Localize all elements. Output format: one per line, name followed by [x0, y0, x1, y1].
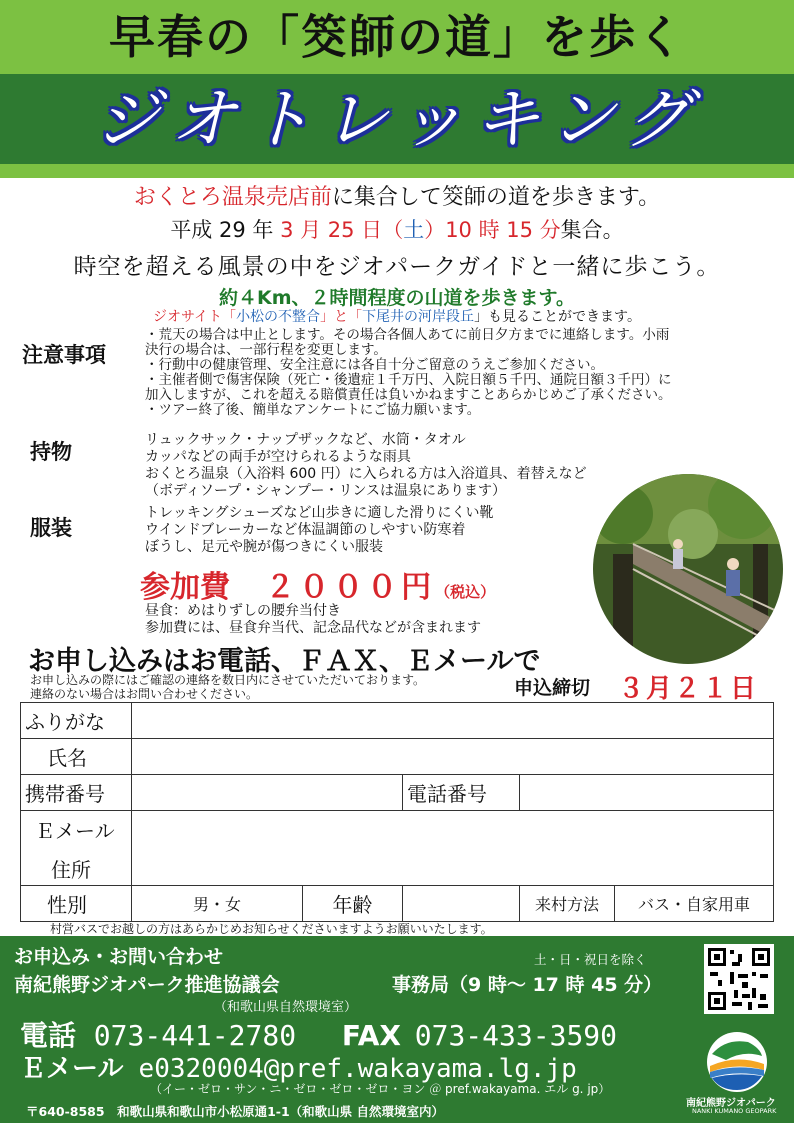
mobile-field[interactable] [132, 775, 403, 811]
date-time: 10 時 15 分 [445, 218, 561, 242]
address-label: 住所 [51, 858, 91, 882]
fax-label: FAX [341, 1019, 401, 1052]
email-address-label [21, 811, 132, 886]
geosite-2: 下尾井の河岸段丘 [362, 309, 475, 325]
title-line1: 早春の「筊師の道」を歩く [109, 10, 685, 64]
site-suffix: 」も見ることができます。 [474, 309, 641, 325]
belongings-title: 持物 [30, 440, 72, 464]
phone-field[interactable] [520, 775, 774, 811]
office-hours: 事務局（9 時～ 17 時 45 分） [392, 974, 663, 996]
fee-details [145, 603, 481, 637]
distance-line: 約４Km、２時間程度の山道を歩きます。 [218, 287, 575, 309]
email-reading: （イー・ゼロ・サン・ニ・ゼロ・ゼロ・ゼロ・ヨン ＠ pref.wakayama. エル g. jp） [150, 1082, 611, 1096]
bus-note: 村営バスでお越しの方はあらかじめお知らせくださいますようお願いいたします。 [50, 922, 493, 936]
belongings-line: カッパなどの両手が空けられるような雨具 [145, 449, 411, 465]
fee-label: 参加費 [140, 570, 230, 605]
name-field[interactable] [132, 739, 774, 775]
notes-list [145, 328, 785, 418]
notes-line: ・ツアー終了後、簡単なアンケートにご協力願います。 [145, 402, 481, 418]
notes-line: ・荒天の場合は中止とします。その場合各個人あてに前日夕方までに連絡します。小雨 [145, 327, 670, 343]
transport-label: 来村方法 [520, 886, 615, 922]
phone-label: 電話番号 [403, 775, 520, 811]
age-label: 年齢 [302, 886, 402, 922]
notes-line: 決行の場合は、一部行程を変更します。 [145, 342, 387, 358]
geosite-1: 小松の不整合 [236, 309, 321, 325]
belongings-line: （ボディソープ・シャンプー・リンスは温泉にあります） [145, 483, 507, 499]
tagline: 時空を超える風景の中をジオパークガイドと一緒に歩こう。 [73, 254, 721, 280]
meeting-line [0, 180, 794, 211]
geosite-line [0, 306, 794, 326]
paren-close: ） [424, 218, 446, 242]
org-sub: （和歌山県自然環境室） [214, 1000, 358, 1015]
date-day: 3 月 25 日 [280, 218, 383, 242]
qr-code-icon [704, 944, 774, 1014]
application-form [20, 702, 774, 922]
contact-heading: お申込み・お問い合わせ [14, 946, 224, 968]
logo-sub: NANKI KUMANO GEOPARK [692, 1107, 777, 1115]
transport-field[interactable]: バス・自家用車 [615, 886, 774, 922]
tel-number[interactable]: 073-441-2780 [93, 1019, 297, 1052]
meet-rest: に集合して筊師の道を歩きます。 [331, 185, 661, 210]
clothing-title: 服装 [30, 516, 72, 540]
belongings-line: リュックサック・ナップザックなど、水筒・タオル [145, 432, 466, 448]
fee-detail-line: 参加費には、昼食弁当代、記念品代などが含まれます [145, 620, 481, 636]
org-name: 南紀熊野ジオパーク推進協議会 [14, 974, 280, 996]
age-field[interactable] [403, 886, 520, 922]
date-suffix: 集合。 [560, 218, 624, 242]
apply-heading: お申し込みはお電話、ＦＡＸ、Ｅメールで [28, 646, 541, 677]
date-line [0, 214, 794, 244]
title-line2: ジオトレッキング [94, 82, 700, 156]
clothing-line: トレッキングシューズなど山歩きに適した滑りにくい靴 [145, 505, 494, 521]
mobile-label: 携帯番号 [21, 775, 132, 811]
deadline-label: 申込締切 [514, 677, 591, 699]
apply-note: 連絡のない場合はお問い合わせください。 [30, 687, 259, 701]
clothing-list [145, 505, 493, 556]
clothing-line: ウインドブレーカーなど体温調節のしやすい防寒着 [145, 522, 466, 538]
date-weekday: 土 [403, 218, 425, 242]
gender-field[interactable]: 男・女 [132, 886, 303, 922]
contact-footer [0, 936, 794, 1123]
email-label: Ｅメール [35, 819, 115, 843]
site-mid: 」と「 [320, 309, 363, 325]
email-address[interactable]: e0320004@pref.wakayama.lg.jp [138, 1054, 577, 1084]
date-prefix: 平成 29 年 [170, 218, 274, 242]
email-label-footer: Ｅメール [20, 1054, 124, 1084]
belongings-list [145, 432, 587, 500]
furigana-field[interactable] [132, 703, 774, 739]
fee-amount: ２０００円 [265, 570, 436, 605]
tel-label: 電話 [20, 1019, 77, 1052]
apply-note: お申し込みの際にはご確認の連絡を数日内にさせていただいております。 [30, 673, 426, 687]
notes-line: 加入しますが、これを超える賠償責任は負いかねますことあらかじめご了承ください。 [145, 387, 672, 403]
email-address-field[interactable] [132, 811, 774, 886]
title-banner [0, 0, 794, 74]
fee-tax: （税込） [435, 583, 496, 601]
belongings-line: おくとろ温泉（入浴料 600 円）に入られる方は入浴道具、着替えなど [145, 466, 587, 482]
fax-number[interactable]: 073-433-3590 [414, 1019, 618, 1052]
paren-open: （ [382, 218, 404, 242]
notes-line: ・行動中の健康管理、安全注意には各自十分ご留意のうえご参加ください。 [145, 357, 604, 373]
logo-text: 南紀熊野ジオパーク [686, 1098, 776, 1109]
name-label: 氏名 [21, 739, 132, 775]
furigana-label: ふりがな [21, 703, 132, 739]
deadline-date: ３月２１日 [618, 674, 759, 704]
suspension-bridge-photo [593, 474, 783, 664]
postal-address: 〒640-8585 和歌山県和歌山市小松原通1-1（和歌山県 自然環境室内） [26, 1104, 445, 1119]
hours-note: 土・日・祝日を除く [534, 952, 647, 967]
subtitle-banner [0, 74, 794, 164]
fee-detail-line: 昼食：めはりずしの腰弁当付き [145, 603, 341, 619]
apply-notes [30, 673, 425, 701]
site-prefix: ジオサイト「 [153, 309, 237, 325]
notes-title: 注意事項 [22, 343, 106, 367]
header-stripe [0, 164, 794, 178]
geopark-logo [696, 1032, 778, 1096]
fee-line [140, 562, 495, 606]
gender-label: 性別 [21, 886, 132, 922]
clothing-line: ぼうし、足元や腕が傷つきにくい服装 [145, 539, 383, 555]
notes-line: ・主催者側で傷害保険（死亡・後遺症１千万円、入院日額５千円、通院日額３千円）に [145, 372, 672, 388]
meet-place: おくとろ温泉売店前 [133, 185, 332, 210]
